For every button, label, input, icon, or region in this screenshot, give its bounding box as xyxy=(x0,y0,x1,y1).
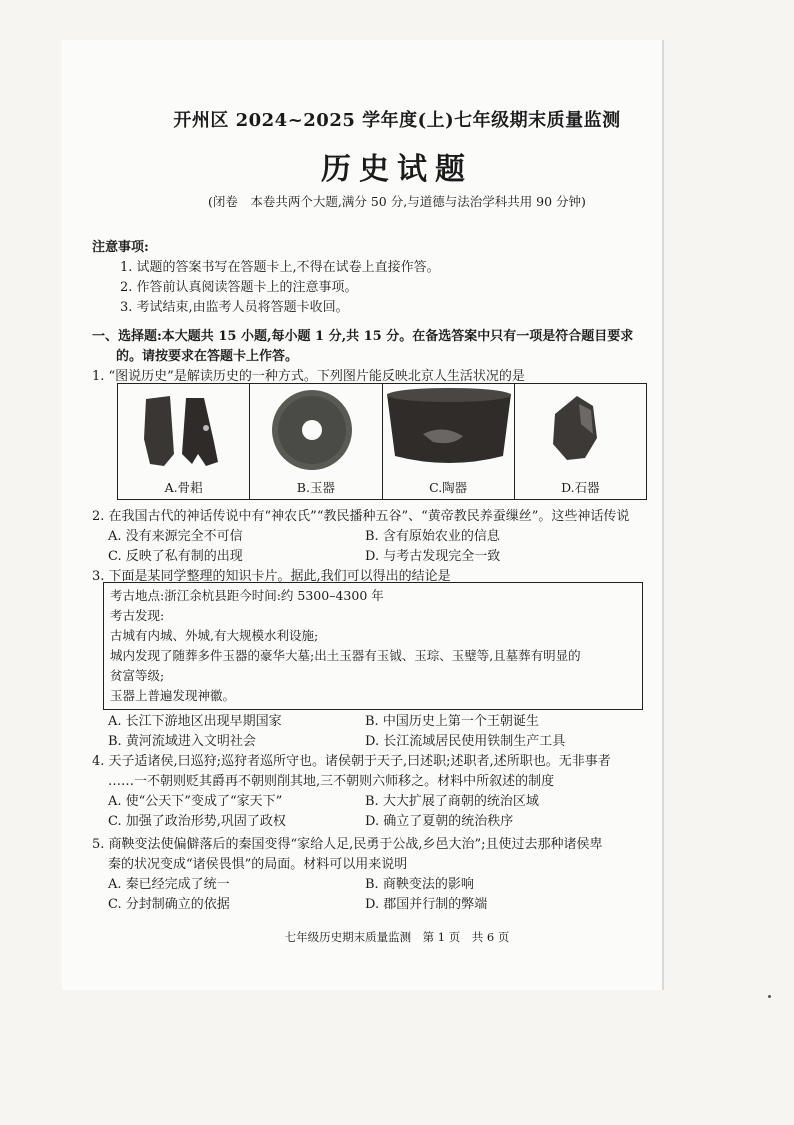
card-line: 贫富等级; xyxy=(110,668,165,683)
q5-option-d: D. 郡国并行制的弊端 xyxy=(365,897,488,912)
option-a-caption: A.骨耜 xyxy=(164,480,203,495)
q3-option-b: B. 中国历史上第一个王朝诞生 xyxy=(365,714,539,729)
q2-option-b: B. 含有原始农业的信息 xyxy=(365,529,500,544)
card-line: 玉器上普遍发现神徽。 xyxy=(110,688,236,703)
q5-option-a: A. 秦已经完成了统一 xyxy=(108,877,230,892)
card-line: 城内发现了随葬多件玉器的豪华大墓;出土玉器有玉钺、玉琮、玉璧等,且墓葬有明显的 xyxy=(110,648,581,663)
page-footer: 七年级历史期末质量监测 第 1 页 共 6 页 xyxy=(284,930,510,944)
q3-option-c: B. 黄河流域进入文明社会 xyxy=(108,734,256,749)
card-line: 考古地点:浙江余杭县距今时间:约 5300–4300 年 xyxy=(110,588,384,603)
exam-title: 开州区 2024~2025 学年度(上)七年级期末质量监测 xyxy=(173,110,621,131)
q4-stem: 4. 天子适诸侯,曰巡狩;巡狩者巡所守也。诸侯朝于天子,曰述职;述职者,述所职也。无非事者 xyxy=(92,754,611,769)
q3-option-a: A. 长江下游地区出现早期国家 xyxy=(108,714,282,729)
q2-option-d: D. 与考古发现完全一致 xyxy=(365,549,501,564)
stone-tool-image xyxy=(515,384,635,479)
q3-stem: 3. 下面是某同学整理的知识卡片。据此,我们可以得出的结论是 xyxy=(92,569,451,584)
option-d-cell xyxy=(515,384,646,499)
section-heading: 一、选择题:本大题共 15 小题,每小题 1 分,共 15 分。在备选答案中只有一项是符合题目要求 xyxy=(92,329,634,344)
section-heading-cont: 的。请按要求在答题卡上作答。 xyxy=(116,349,299,364)
q4-option-d: D. 确立了夏朝的统治秩序 xyxy=(365,814,514,829)
q1-image-table xyxy=(117,383,647,500)
card-line: 考古发现: xyxy=(110,608,165,623)
q5-stem-cont: 秦的状况变成“诸侯畏惧”的局面。材料可以用来说明 xyxy=(108,857,408,872)
card-line: 古城有内城、外城,有大规模水利设施; xyxy=(110,628,319,643)
q5-option-b: B. 商鞅变法的影响 xyxy=(365,877,474,892)
notice-item: 3. 考试结束,由监考人员将答题卡收回。 xyxy=(120,300,349,315)
notice-item: 2. 作答前认真阅读答题卡上的注意事项。 xyxy=(120,280,358,295)
q5-option-c: C. 分封制确立的依据 xyxy=(108,897,230,912)
q1-stem: 1. “图说历史”是解读历史的一种方式。下列图片能反映北京人生活状况的是 xyxy=(92,369,525,384)
q4-option-a: A. 使“公天下”变成了“家天下” xyxy=(108,794,283,809)
pottery-image xyxy=(383,384,515,479)
option-c-cell xyxy=(383,384,515,499)
q5-stem: 5. 商鞅变法使偏僻落后的秦国变得“家给人足,民勇于公战,乡邑大治”;且使过去那种诸侯卑 xyxy=(92,837,603,852)
exam-note: (闭卷 本卷共两个大题,满分 50 分,与道德与法治学科共用 90 分钟) xyxy=(208,194,586,209)
option-c-caption: C.陶器 xyxy=(429,480,468,495)
q3-option-d: D. 长江流域居民使用铁制生产工具 xyxy=(365,734,566,749)
q4-option-b: B. 大大扩展了商朝的统治区域 xyxy=(365,794,539,809)
q4-option-c: C. 加强了政治形势,巩固了政权 xyxy=(108,814,286,829)
bone-spade-image xyxy=(118,384,238,479)
option-b-caption: B.玉器 xyxy=(296,480,335,495)
notice-heading: 注意事项: xyxy=(92,240,149,255)
notice-item: 1. 试题的答案书写在答题卡上,不得在试卷上直接作答。 xyxy=(120,260,440,275)
scan-speck xyxy=(768,995,771,998)
option-b-cell xyxy=(250,384,382,499)
q2-stem: 2. 在我国古代的神话传说中有“神农氏”“教民播种五谷”、“黄帝教民养蚕缫丝”。这些神话传说 xyxy=(92,509,630,524)
subject-title: 历史试题 xyxy=(321,152,473,187)
q2-option-a: A. 没有来源完全不可信 xyxy=(108,529,243,544)
knowledge-card xyxy=(103,582,643,710)
option-a-cell xyxy=(118,384,250,499)
q2-option-c: C. 反映了私有制的出现 xyxy=(108,549,243,564)
q4-stem-cont: ……一不朝则贬其爵再不朝则削其地,三不朝则六师移之。材料中所叙述的制度 xyxy=(108,774,555,789)
jade-disc-image xyxy=(250,384,370,479)
option-d-caption: D.石器 xyxy=(561,480,600,495)
